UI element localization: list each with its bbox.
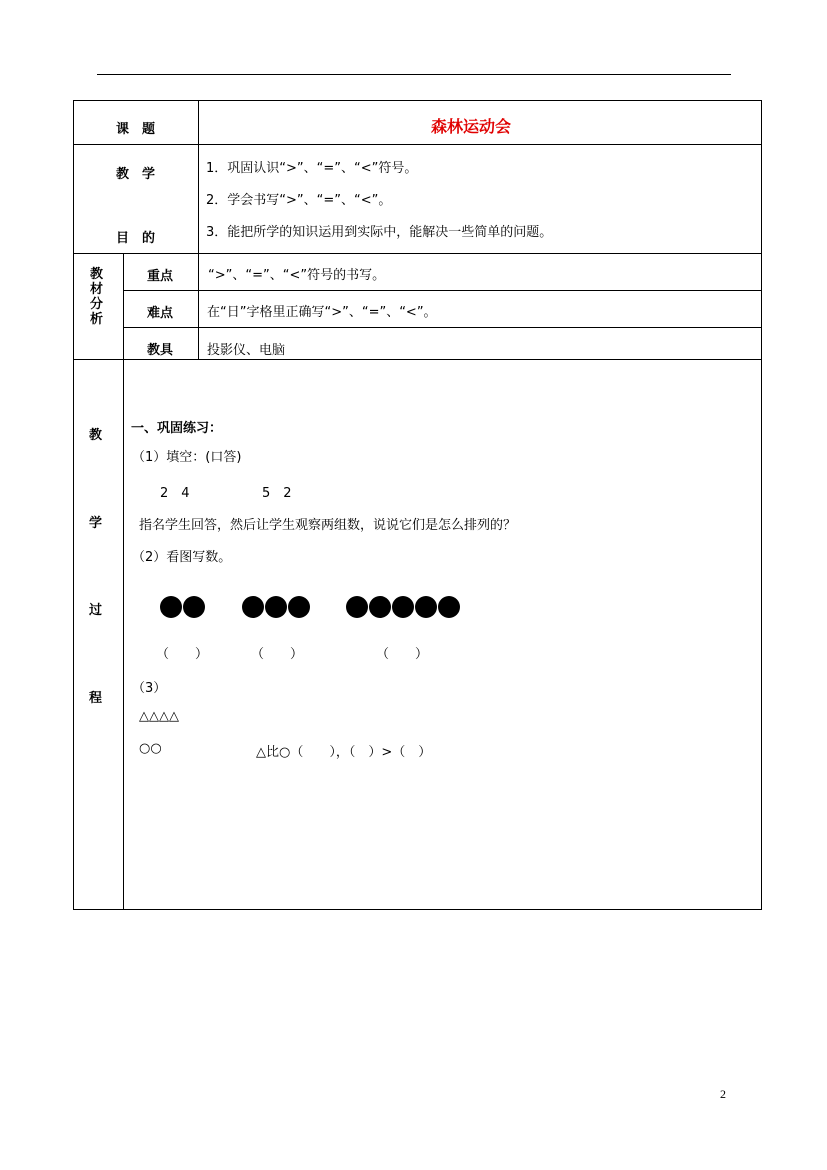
- filled-circle-icon: [415, 596, 437, 618]
- course-label: 课 题: [116, 122, 156, 137]
- course-title: 森林运动会: [431, 117, 512, 136]
- key-point-text: “>”、“=”、“<”符号的书写。: [208, 268, 386, 283]
- section-title: 一、巩固练习：: [131, 421, 223, 436]
- filled-circle-icon: [242, 596, 264, 618]
- difficulty-label: 难点: [147, 306, 174, 321]
- dot-group-1: [160, 596, 206, 618]
- filled-circle-icon: [265, 596, 287, 618]
- difficulty-text: 在“日”字格里正确写“>”、“=”、“<”。: [207, 305, 437, 320]
- dot-group-3: [346, 596, 461, 618]
- objective-item: 3．能把所学的知识运用到实际中，能解决一些简单的问题。: [206, 225, 553, 240]
- teaching-aids-text: 投影仪、电脑: [207, 343, 286, 358]
- question-1-label: （1）填空：(口答): [132, 450, 242, 465]
- key-point-label: 重点: [147, 269, 174, 284]
- filled-circle-icon: [346, 596, 368, 618]
- question-3-label: （3）: [132, 681, 167, 696]
- process-label-char: 教: [89, 428, 103, 443]
- circles-row: ○○: [139, 741, 162, 756]
- filled-circle-icon: [160, 596, 182, 618]
- analysis-group-label: 教 材 分 析: [90, 267, 104, 327]
- filled-circle-icon: [392, 596, 414, 618]
- process-label-char: 过: [89, 603, 103, 618]
- answer-blank: （ ）: [156, 647, 209, 662]
- comparison-sentence: △比○（ ），（ ）>（ ）: [256, 745, 432, 760]
- question-1-numbers-b: 5 2: [262, 486, 292, 501]
- page-number: 2: [720, 1087, 726, 1101]
- triangles-row: △△△△: [139, 709, 179, 724]
- question-1-numbers-a: 2 4: [160, 486, 190, 501]
- header-rule: [97, 74, 731, 75]
- filled-circle-icon: [369, 596, 391, 618]
- teaching-aids-label: 教具: [147, 343, 174, 358]
- objectives-label-line1: 教 学: [116, 167, 156, 182]
- question-2-label: （2）看图写数。: [132, 550, 232, 565]
- filled-circle-icon: [438, 596, 460, 618]
- objective-item: 1．巩固认识“>”、“=”、“<”符号。: [206, 161, 418, 176]
- answer-blank: （ ）: [251, 647, 304, 662]
- process-label-char: 程: [89, 691, 103, 706]
- objective-item: 2．学会书写“>”、“=”、“<”。: [206, 193, 392, 208]
- answer-blank: （ ）: [376, 647, 429, 662]
- dot-group-2: [242, 596, 311, 618]
- process-label-char: 学: [89, 516, 103, 531]
- filled-circle-icon: [288, 596, 310, 618]
- question-1-note: 指名学生回答，然后让学生观察两组数，说说它们是怎么排列的？: [139, 518, 517, 533]
- filled-circle-icon: [183, 596, 205, 618]
- objectives-label-line2: 目 的: [116, 231, 156, 246]
